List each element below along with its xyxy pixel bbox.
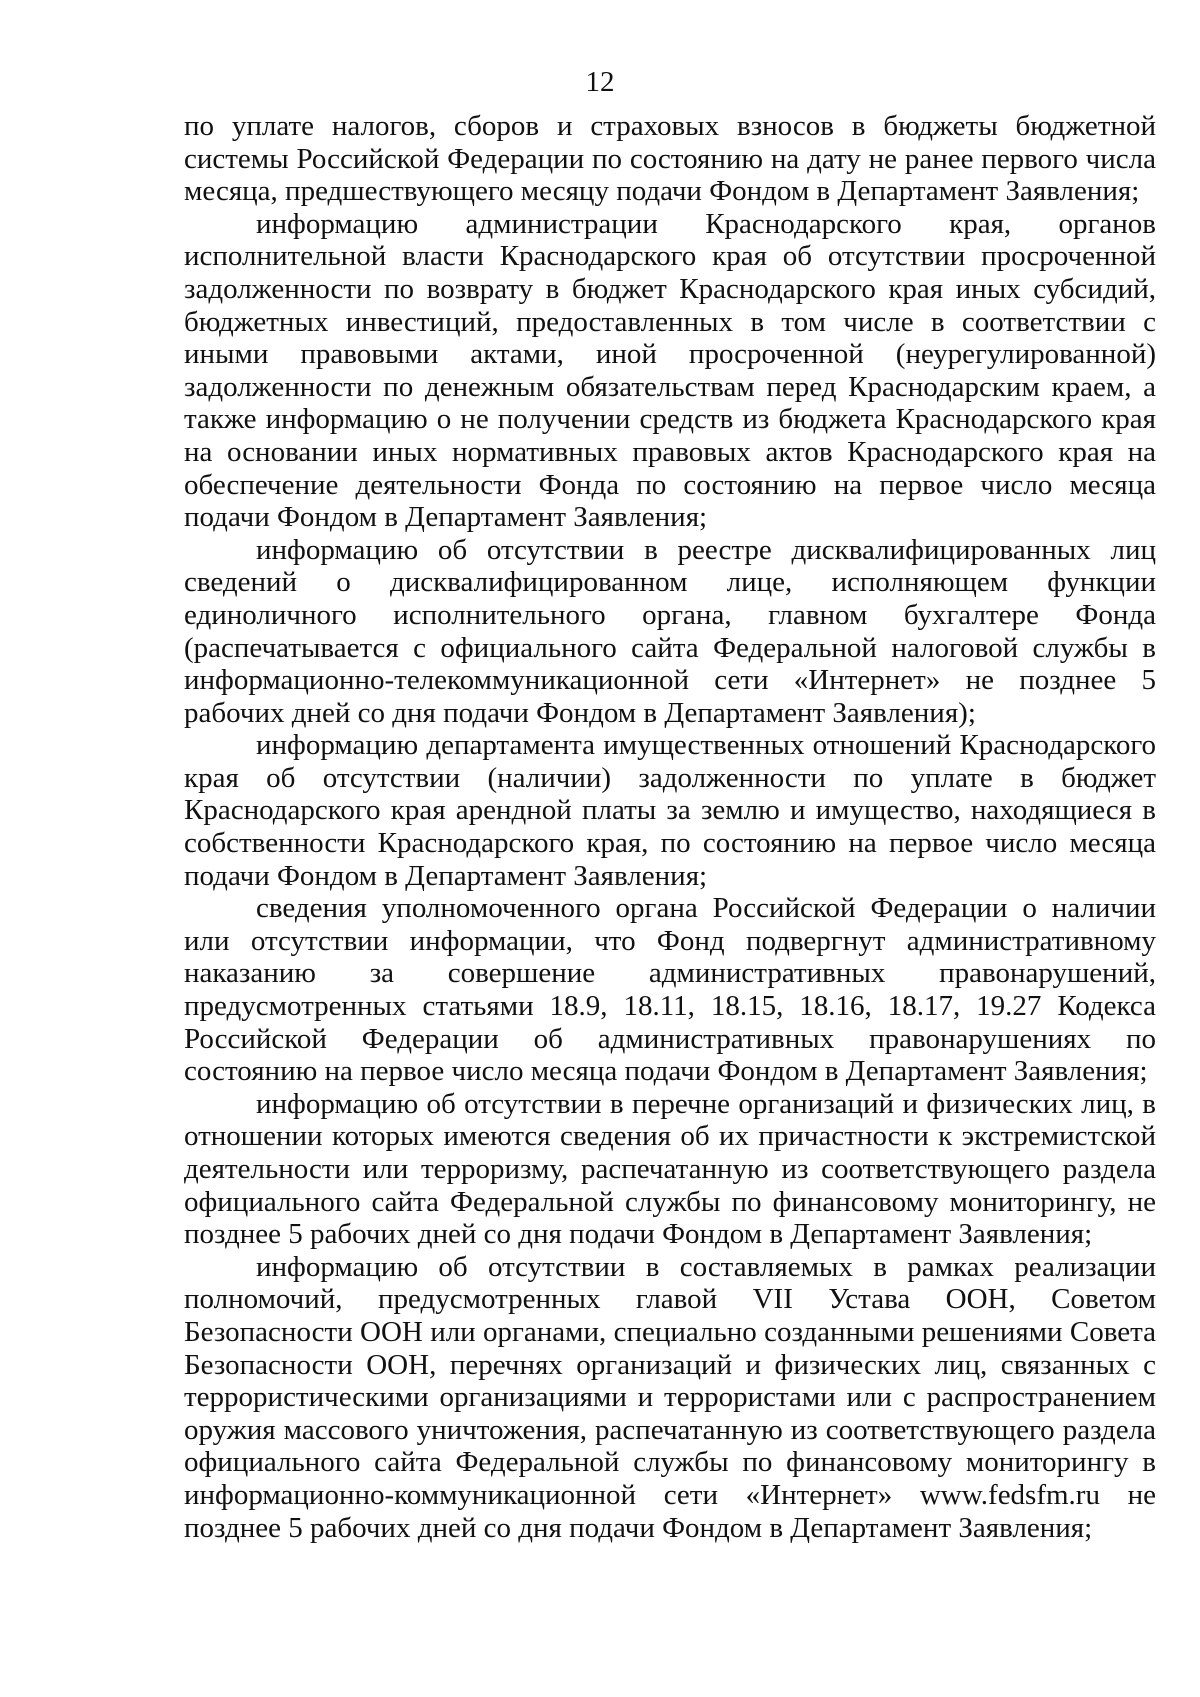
paragraph-un-sanctions-list: информацию об отсутствии в составляемых в рамках реализации полномочий, предусмотренных главой VII Устава ООН, Советом Безопасности ООН или органами, специально созданными решениями Совета Безопасности ООН, перечнях организаций и физических лиц, связанных с террористическими организациями и террористами или с распространением оружия массового уничтожения, распечатанную из соответствующего раздела официального сайта Федеральной службы по финансовому мониторингу в информационно-коммуникационной сети «Интернет» www.fedsfm.ru не позднее 5 рабочих дней со дня подачи Фондом в Департамент Заявления; xyxy=(184,1250,1156,1544)
document-body xyxy=(184,110,1156,1544)
paragraph-continuation: по уплате налогов, сборов и страховых взносов в бюджеты бюджетной системы Российской Федерации по состоянию на дату не ранее первого числа месяца, предшествующего месяцу подачи Фондом в Департамент Заявления; xyxy=(184,110,1156,208)
page-number: 12 xyxy=(585,66,615,98)
paragraph-administrative-offenses: сведения уполномоченного органа Российской Федерации о наличии или отсутствии информации, что Фонд подвергнут административному наказанию за совершение административных правонарушений, предусмотренных статьями 18.9, 18.11, 18.15, 18.16, 18.17, 19.27 Кодекса Российской Федерации об административных правонарушениях по состоянию на первое число месяца подачи Фондом в Департамент Заявления; xyxy=(184,892,1156,1088)
paragraph-admin-info: информацию администрации Краснодарского края, органов исполнительной власти Краснодарского края об отсутствии просроченной задолженности по возврату в бюджет Краснодарского края иных субсидий, бюджетных инвестиций, предоставленных в том числе в соответствии с иными правовыми актами, иной просроченной (неурегулированной) задолженности по денежным обязательствам перед Краснодарским краем, а также информацию о не получении средств из бюджета Краснодарского края на основании иных нормативных правовых актов Краснодарского края на обеспечение деятельности Фонда по состоянию на первое число месяца подачи Фондом в Департамент Заявления; xyxy=(184,207,1156,534)
paragraph-property-department: информацию департамента имущественных отношений Краснодарского края об отсутствии (наличии) задолженности по уплате в бюджет Краснодарского края арендной платы за землю и имущество, находящиеся в собственности Краснодарского края, по состоянию на первое число месяца подачи Фондом в Департамент Заявления; xyxy=(184,729,1156,892)
paragraph-extremism-list: информацию об отсутствии в перечне организаций и физических лиц, в отношении которых имеются сведения об их причастности к экстремистской деятельности или терроризму, распечатанную из соответствующего раздела официального сайта Федеральной службы по финансовому мониторингу, не позднее 5 рабочих дней со дня подачи Фондом в Департамент Заявления; xyxy=(184,1087,1156,1251)
paragraph-disqualified-registry: информацию об отсутствии в реестре дисквалифицированных лиц сведений о дисквалифицированном лице, исполняющем функции единоличного исполнительного органа, главном бухгалтере Фонда (распечатывается с официального сайта Федеральной налоговой службы в информационно-телекоммуникационной сети «Интернет» не позднее 5 рабочих дней со дня подачи Фондом в Департамент Заявления); xyxy=(184,533,1156,729)
